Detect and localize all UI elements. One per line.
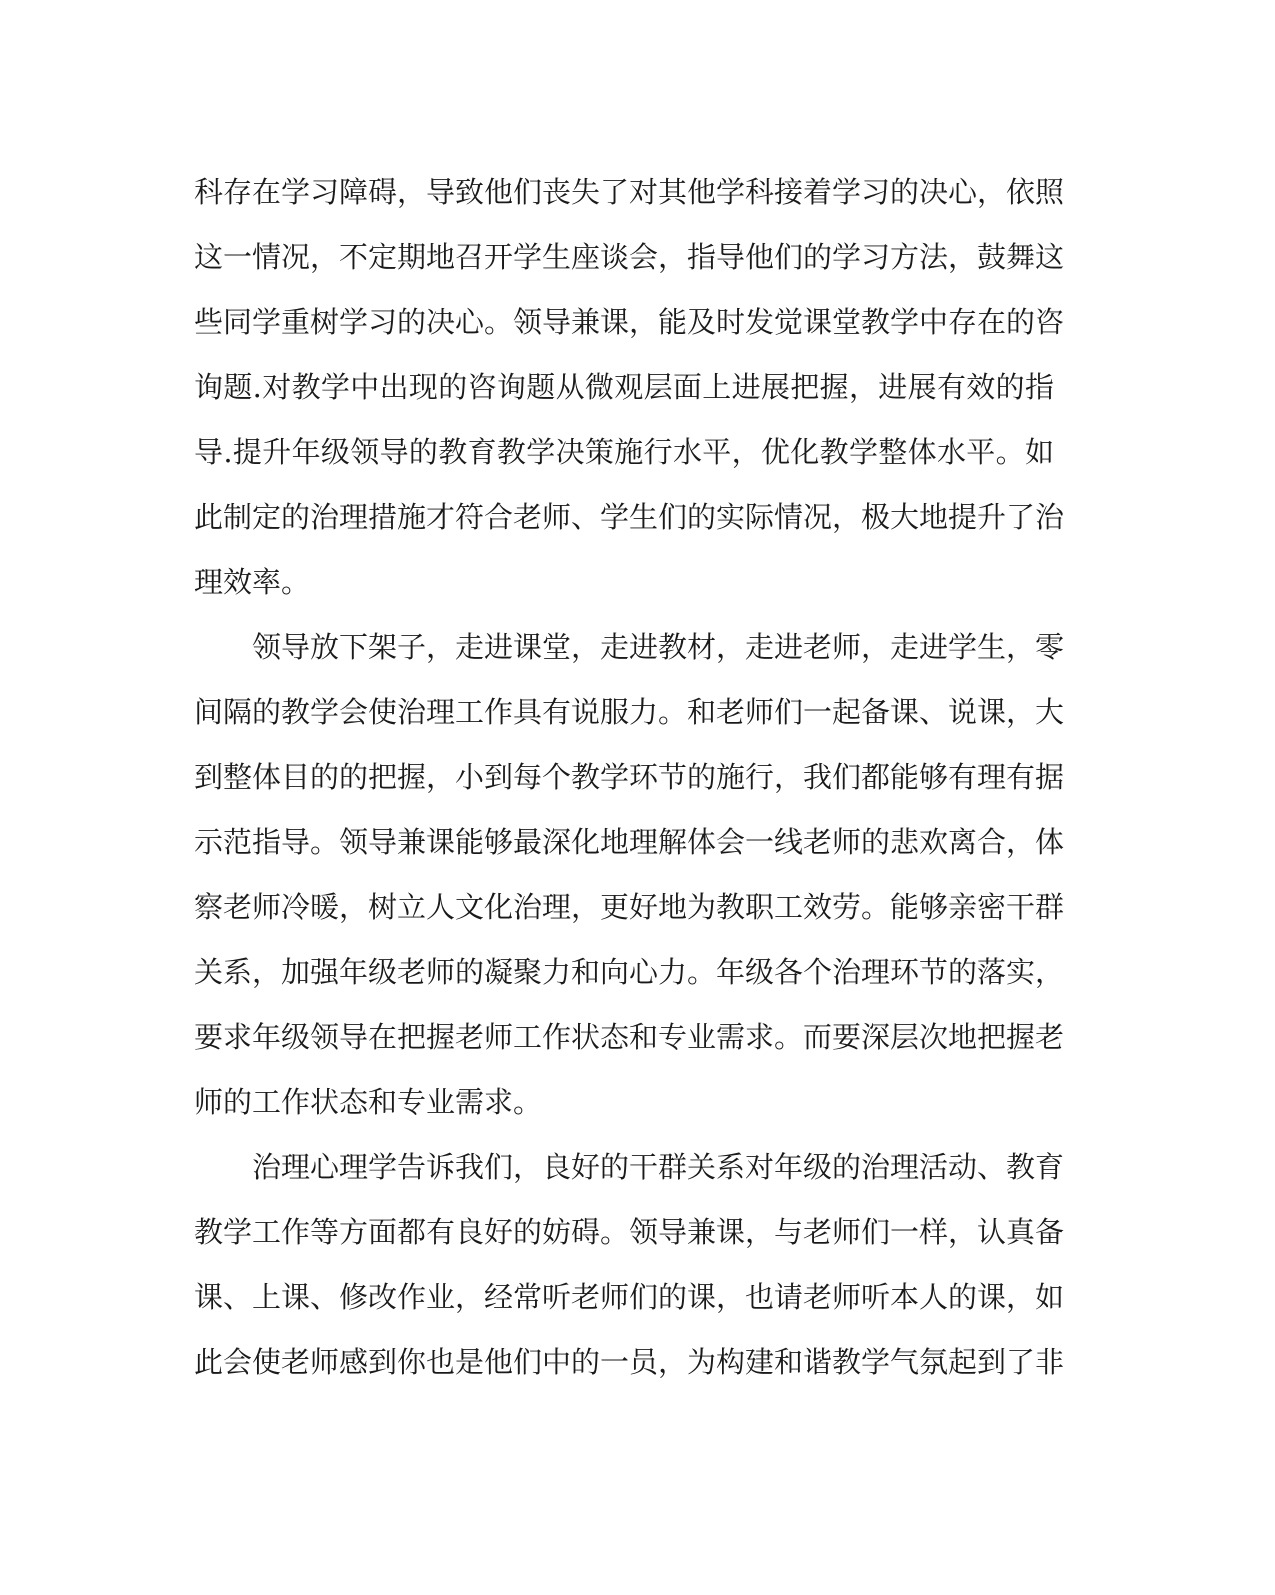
text-line: 导.提升年级领导的教育教学决策施行水平，优化教学整体水平。如 <box>194 435 1054 469</box>
text-line: 教学工作等方面都有良好的妨碍。领导兼课，与老师们一样，认真备 <box>194 1215 1065 1249</box>
text-line: 治理心理学告诉我们，良好的干群关系对年级的治理活动、教育 <box>252 1150 1065 1184</box>
text-line: 此制定的治理措施才符合老师、学生们的实际情况，极大地提升了治 <box>194 500 1065 534</box>
document-body <box>194 160 1065 1395</box>
text-line: 课、上课、修改作业，经常听老师们的课，也请老师听本人的课，如 <box>194 1280 1065 1314</box>
text-line: 理效率。 <box>194 565 311 599</box>
text-line: 询题.对教学中出现的咨询题从微观层面上进展把握，进展有效的指 <box>194 370 1054 404</box>
text-line: 察老师冷暖，树立人文化治理，更好地为教职工效劳。能够亲密干群 <box>194 890 1065 924</box>
paragraph-2 <box>194 615 1065 1135</box>
text-line: 此会使老师感到你也是他们中的一员，为构建和谐教学气氛起到了非 <box>194 1345 1065 1379</box>
text-line: 些同学重树学习的决心。领导兼课，能及时发觉课堂教学中存在的咨 <box>194 305 1065 339</box>
text-line: 关系，加强年级老师的凝聚力和向心力。年级各个治理环节的落实， <box>194 955 1065 989</box>
text-line: 师的工作状态和专业需求。 <box>194 1085 543 1119</box>
text-line: 领导放下架子，走进课堂，走进教材，走进老师，走进学生，零 <box>252 630 1065 664</box>
paragraph-1 <box>194 160 1065 615</box>
text-line: 要求年级领导在把握老师工作状态和专业需求。而要深层次地把握老 <box>194 1020 1065 1054</box>
text-line: 间隔的教学会使治理工作具有说服力。和老师们一起备课、说课，大 <box>194 695 1065 729</box>
text-line: 到整体目的的把握，小到每个教学环节的施行，我们都能够有理有据 <box>194 760 1065 794</box>
text-line: 示范指导。领导兼课能够最深化地理解体会一线老师的悲欢离合，体 <box>194 825 1065 859</box>
text-line: 科存在学习障碍，导致他们丧失了对其他学科接着学习的决心，依照 <box>194 175 1065 209</box>
text-line: 这一情况，不定期地召开学生座谈会，指导他们的学习方法，鼓舞这 <box>194 240 1065 274</box>
paragraph-3 <box>194 1135 1065 1395</box>
